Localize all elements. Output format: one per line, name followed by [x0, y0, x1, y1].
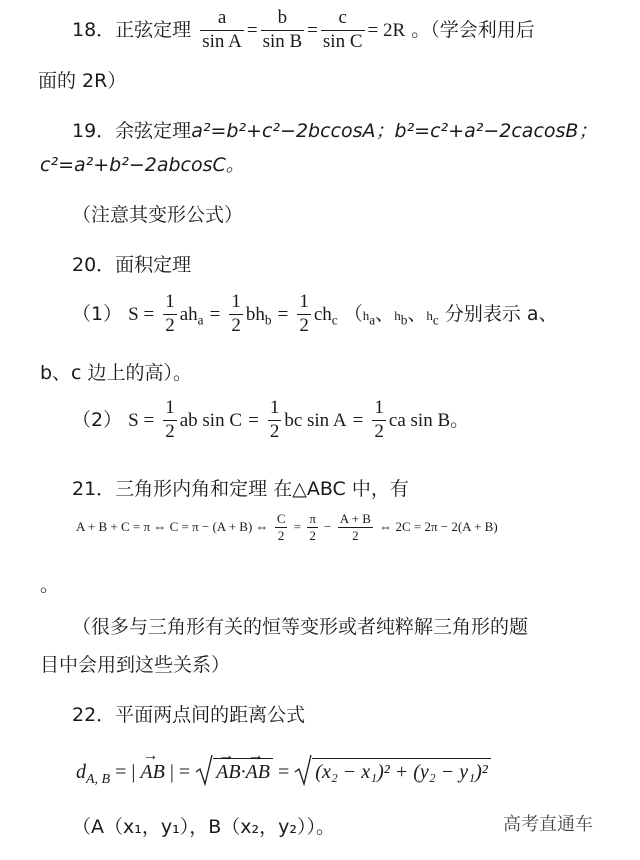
sine-fraction-c: $\frac{c}{\text{sin C}}$	[322, 7, 363, 52]
sine-rhs: = 2R	[367, 19, 406, 41]
sqrt-dot-product: → AB· → AB	[195, 758, 273, 784]
item-19-note: （注意其变形公式）	[72, 204, 244, 226]
item-18-prefix: 18．正弦定理	[72, 18, 192, 41]
item-21-end: 。	[40, 574, 60, 596]
item-18-suffix: 。（学会利用后	[411, 18, 535, 41]
item-21-title: 21．三角形内角和定理 在△ABC 中，有	[72, 478, 409, 500]
item-19-line1	[72, 116, 597, 143]
sine-fraction-a: $\frac{a}{\text{sin A}}$	[202, 7, 242, 52]
sqrt-coordinates: (x₂ − x₁)² + (y₂ − y₁)²	[294, 758, 490, 784]
area-formula-2: （2） S = $\frac{1}{2}$ ab sin C = $\frac{1}{2}$ bc sin A = $\frac{1}{2}$ ca sin B。	[72, 397, 470, 442]
item-19-prefix: 19．余弦定理	[72, 120, 192, 142]
item-21-note2: 目中会用到这些关系）	[40, 654, 231, 676]
watermark: 高考直通车	[503, 814, 593, 835]
area-formula-1: （1） S = $\frac{1}{2}$ $ah_a$ = $\frac{1}{2}$ $bh_b$ = $\frac{1}{2}$ $ch_c$ （$h_a$、$h_b$、$h_c$ 分别表示 a、	[72, 291, 558, 336]
item-18-line2: 面的 2R）	[38, 70, 127, 92]
distance-formula: $d_{A, B}$ = | → AB | = → AB· → AB = (x₂ − x₁)² + (y₂ − y₁)²	[76, 758, 491, 788]
item-18-line1: 18．正弦定理 $\frac{a}{\text{sin A}}$ = $\frac{b}{\text{sin B}}$ = $\frac{c}{\text{sin C}}$ = 2R 。（学会利用后	[72, 7, 535, 52]
area-formula-1-line2: b、c 边上的高）。	[40, 362, 193, 384]
item-21-note1: （很多与三角形有关的恒等变形或者纯粹解三角形的题	[72, 616, 529, 638]
item-20-title: 20．面积定理	[72, 254, 192, 276]
angle-sum-formula: A + B + C = π ⇔ C = π − (A + B) ⇔ $\frac{C}{2}$ = $\frac{\pi}{2}$ − $\frac{A + B}{2}$ ⇔ 2C = 2π − 2(A + B)	[76, 511, 498, 544]
sine-fraction-b: $\frac{b}{\text{sin B}}$	[262, 7, 303, 52]
cosine-formula-c: c²=a²+b²−2abcosC。	[40, 154, 245, 176]
item-22-title: 22．平面两点间的距离公式	[72, 704, 306, 726]
item-22-points: （A（x₁，y₁），B（x₂，y₂））。	[72, 816, 335, 838]
cosine-formula-ab: a²=b²+c²−2bccosA；b²=c²+a²−2cacosB；	[191, 120, 598, 142]
